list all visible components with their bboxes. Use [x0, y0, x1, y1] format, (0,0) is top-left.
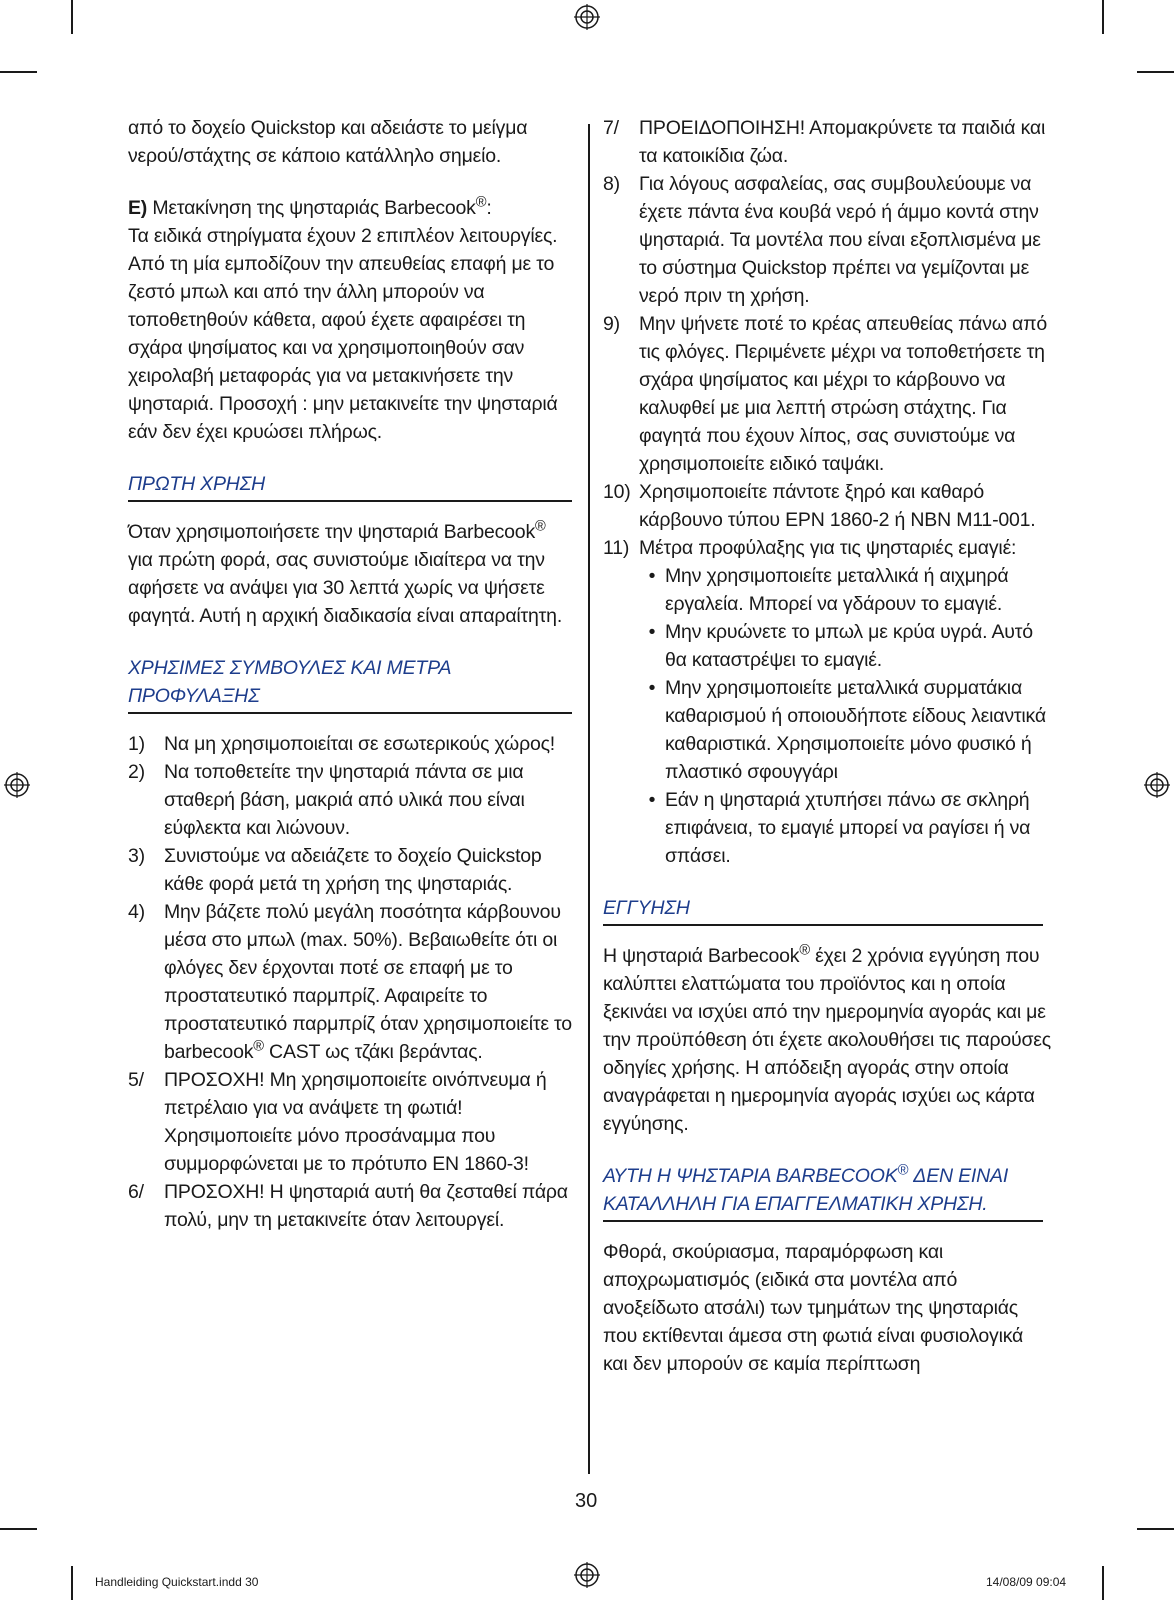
registered-mark: ® — [897, 1162, 909, 1179]
list-item-text: Μην ψήνετε ποτέ το κρέας απευθείας πάνω από τις φλόγες. Περιμένετε μέχρι να τοποθετήσετε τη σχάρα ψησίματος και μέχρι το κάρβουνο να καλυφθεί με μια λεπτή στρώση στάχτης. Για φαγητά που έχουν λίπος, σας συνιστούμε να χρησιμοποιείτε ειδικό ταψάκι. — [639, 313, 1047, 475]
registered-mark: ® — [475, 194, 487, 211]
bullet-icon: • — [648, 621, 656, 643]
crop-mark-icon — [71, 1566, 73, 1600]
list-item — [128, 1178, 572, 1234]
tips-heading-line1: ΧΡΗΣΙΜΕΣ ΣΥΜΒΟΥΛΕΣ ΚΑΙ ΜΕΤΡΑ — [128, 657, 452, 679]
list-item-number: 2) — [128, 761, 145, 783]
list-item-text: ΠΡΟΣΟΧΗ! Μη χρησιμοποιείτε οινόπνευμα ή πετρέλαιο για να ανάψετε τη φωτιά! Χρησιμοποιείτε μόνο προσάναμμα που συμμορφώνεται με το πρότυπο EN 1860-3! — [164, 1069, 547, 1175]
first-use-heading: ΠΡΩΤΗ ΧΡΗΣΗ — [128, 470, 572, 502]
registered-mark: ® — [799, 942, 810, 959]
list-item-text: ΠΡΟΕΙΔΟΠΟΙΗΣΗ! Απομακρύνετε τα παιδιά και τα κατοικίδια ζώα. — [639, 117, 1046, 167]
tips-heading — [128, 654, 572, 714]
bullet-text: Μην χρησιμοποιείτε μεταλλικά συρματάκια καθαρισμού ή οποιουδήποτε είδους λειαντικά καθαριστικά. Χρησιμοποιείτε μόνο φυσικό ή πλαστικό σφουγγάρι — [665, 677, 1046, 783]
list-item-text-a: Μην βάζετε πολύ μεγάλη ποσότητα κάρβουνου μέσα στο μπωλ (max. 50%). Βεβαιωθείτε ότι οι φλόγες δεν έρχονται ποτέ σε επαφή με το προστατευτικό παρμπρίζ. Αφαιρείτε το προστατευτικό παρμπρίζ όταν χρησιμοποιείτε το barbecook — [164, 901, 572, 1063]
list-item-number: 6/ — [128, 1181, 144, 1203]
registration-mark-icon — [574, 1562, 600, 1588]
list-item — [603, 534, 1051, 562]
list-item — [128, 758, 572, 842]
bullet-item — [603, 562, 1051, 618]
section-e-label: E) — [128, 197, 148, 219]
list-item — [603, 114, 1051, 170]
warranty-text-b: έχει 2 χρόνια εγγύηση που καλύπτει ελαττώματα του προϊόντος και η οποία ξεκινάει να ισχύει από την ημερομηνία αγοράς και με την προϋπόθεση ότι έχετε ακολουθήσει τις παρούσες οδηγίες χρήσης. Η απόδειξη αγοράς στην οποία αναγράφεται η ημερομηνία αγοράς ισχύει ως κάρτα εγγύησης. — [603, 945, 1051, 1135]
section-e-colon: : — [486, 197, 492, 219]
list-item-text: Συνιστούμε να αδειάζετε το δοχείο Quickstop κάθε φορά μετά τη χρήση της ψησταριάς. — [164, 845, 542, 895]
professional-heading-a: ΑΥΤΗ Η ΨΗΣΤΑΡΙΑ BARBECOOK — [603, 1165, 898, 1187]
first-use-text-b: για πρώτη φορά, σας συνιστούμε ιδιαίτερα να την αφήσετε να ανάψει για 30 λεπτά χωρίς να ψήσετε φαγητά. Αυτή η αρχική διαδικασία είναι απαραίτητη. — [128, 549, 563, 627]
list-item-number: 5/ — [128, 1069, 144, 1091]
left-column — [128, 114, 572, 1234]
footer-filename: Handleiding Quickstart.indd 30 — [95, 1575, 259, 1589]
list-item-text: Να μη χρησιμοποιείται σε εσωτερικούς χώρος! — [164, 733, 556, 755]
first-use-paragraph — [128, 518, 572, 630]
section-e-title-text: Μετακίνηση της ψησταριάς Barbecook — [152, 197, 476, 219]
bullet-item — [603, 674, 1051, 786]
crop-mark-icon — [0, 1528, 37, 1530]
list-item-number: 3) — [128, 845, 145, 867]
list-item-number: 10) — [603, 481, 631, 503]
list-item — [128, 1066, 572, 1178]
bullet-item — [603, 618, 1051, 674]
list-item — [128, 730, 572, 758]
professional-use-paragraph: Φθορά, σκούριασμα, παραμόρφωση και αποχρωματισμός (ειδικά στα μοντέλα από ανοξείδωτο ατσάλι) των τμημάτων της ψησταριάς που εκτίθενται άμεσα στη φωτιά είναι φυσιολογικά και δεν μπορούν σε καμία περίπτωση — [603, 1241, 1024, 1375]
column-divider — [588, 124, 590, 1474]
footer-timestamp: 14/08/09 09:04 — [986, 1575, 1067, 1589]
list-item — [128, 898, 572, 1066]
list-item — [603, 170, 1051, 310]
warranty-text-a: Η ψησταριά Barbecook — [603, 945, 800, 967]
list-item-text-b: CAST ως τζάκι βεράντας. — [263, 1041, 483, 1063]
list-item — [603, 310, 1051, 478]
tips-heading-line2: ΠΡΟΦΥΛΑΞΗΣ — [128, 685, 260, 707]
registration-mark-icon — [4, 772, 30, 798]
list-item-number: 9) — [603, 313, 620, 335]
bullet-text: Μην κρυώνετε το μπωλ με κρύα υγρά. Αυτό θα καταστρέψει το εμαγιέ. — [665, 621, 1033, 671]
list-item-text — [164, 898, 572, 1066]
list-item-number: 1) — [128, 733, 145, 755]
crop-mark-icon — [71, 0, 73, 34]
warranty-heading: ΕΓΓΥΗΣΗ — [603, 894, 1043, 926]
crop-mark-icon — [1102, 1566, 1104, 1600]
list-item — [128, 842, 572, 898]
bullet-text: Εάν η ψησταριά χτυπήσει πάνω σε σκληρή επιφάνεια, το εμαγιέ μπορεί να ραγίσει ή να σπάσει. — [665, 789, 1031, 867]
page-number: 30 — [575, 1490, 598, 1512]
list-item-text: Χρησιμοποιείτε πάντοτε ξηρό και καθαρό κάρβουνο τύπου EPN 1860-2 ή NBN M11-001. — [639, 481, 1036, 531]
bullet-text: Μην χρησιμοποιείτε μεταλλικά ή αιχμηρά εργαλεία. Μπορεί να γδάρουν το εμαγιέ. — [665, 565, 1009, 615]
registered-mark: ® — [535, 518, 546, 535]
list-item — [603, 478, 1051, 534]
crop-mark-icon — [0, 71, 37, 73]
bullet-item — [603, 786, 1051, 870]
list-item-number: 11) — [603, 537, 630, 559]
registered-mark: ® — [253, 1038, 264, 1055]
list-item-text: ΠΡΟΣΟΧΗ! Η ψησταριά αυτή θα ζεσταθεί πάρα πολύ, μην τη μετακινείτε όταν λειτουργεί. — [164, 1181, 568, 1231]
intro-paragraph: από το δοχείο Quickstop και αδειάστε το μείγμα νερού/στάχτης σε κάποιο κατάλληλο σημείο. — [128, 117, 528, 167]
professional-use-heading — [603, 1162, 1043, 1222]
registration-mark-icon — [1144, 772, 1170, 798]
crop-mark-icon — [1137, 71, 1174, 73]
crop-mark-icon — [1102, 0, 1104, 34]
list-item-text: Μέτρα προφύλαξης για τις ψησταριές εμαγιέ: — [639, 537, 1017, 559]
bullet-icon: • — [648, 677, 656, 699]
registration-mark-icon — [574, 4, 600, 30]
list-item-number: 8) — [603, 173, 620, 195]
bullet-icon: • — [648, 565, 656, 587]
section-e-text: Τα ειδικά στηρίγματα έχουν 2 επιπλέον λειτουργίες. Από τη μία εμποδίζουν την απευθείας επαφή με το ζεστό μπωλ και από την άλλη μπορούν να τοποθετηθούν κάθετα, αφού έχετε αφαιρέσει τη σχάρα ψησίματος και να χρησιμοποιηθούν σαν χειρολαβή μεταφοράς για να μετακινήσετε την ψησταριά. Προσοχή : μην μετακινείτε την ψησταριά εάν δεν έχει κρυώσει πλήρως. — [128, 225, 558, 443]
list-item-text: Για λόγους ασφαλείας, σας συμβουλεύουμε να έχετε πάντα ένα κουβά νερό ή άμμο κοντά στην ψησταριά. Τα μοντέλα που είναι εξοπλισμένα με το σύστημα Quickstop πρέπει να γεμίζονται με νερό πριν τη χρήση. — [639, 173, 1041, 307]
warranty-paragraph — [603, 942, 1051, 1138]
right-column — [603, 114, 1051, 1378]
first-use-text-a: Όταν χρησιμοποιήσετε την ψησταριά Barbecook — [128, 521, 535, 543]
list-item-number: 7/ — [603, 117, 619, 139]
section-e-title — [128, 194, 572, 222]
crop-mark-icon — [1137, 1528, 1174, 1530]
list-item-number: 4) — [128, 901, 145, 923]
bullet-icon: • — [648, 789, 656, 811]
list-item-text: Να τοποθετείτε την ψησταριά πάντα σε μια σταθερή βάση, μακριά από υλικά που είναι εύφλεκτα και λιώνουν. — [164, 761, 525, 839]
professional-heading-b: ΔΕΝ ΕΙΝΑΙ ΚΑΤΑΛΛΗΛΗ ΓΙΑ ΕΠΑΓΓΕΛΜΑΤΙΚΗ ΧΡΗΣΗ. — [603, 1165, 1009, 1215]
